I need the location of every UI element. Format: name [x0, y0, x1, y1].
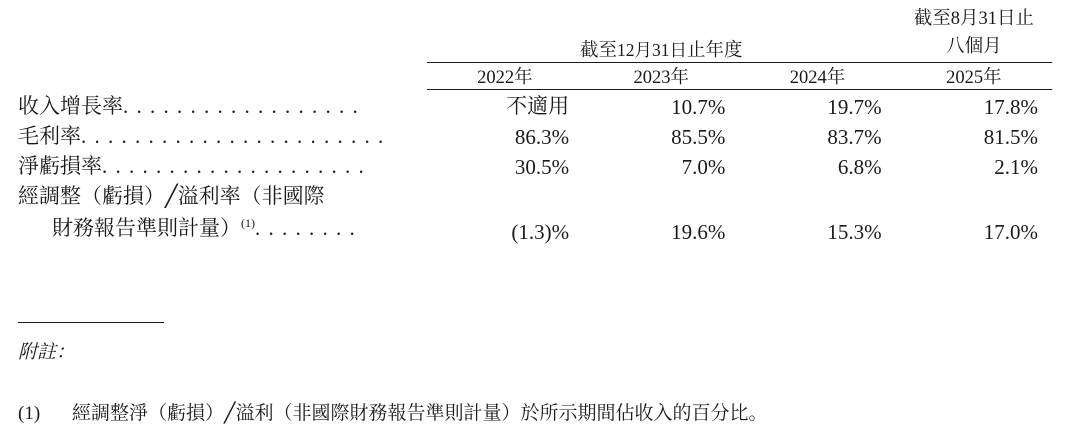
cell-gross-margin-2022: 86.3%	[514, 124, 570, 149]
row-label-text-line2: 財務報告準則計量）	[52, 216, 241, 241]
footnote-heading: 附註：	[18, 342, 76, 363]
cell-net-loss-margin-2024: 6.8%	[837, 154, 882, 179]
table-row	[18, 90, 1052, 120]
header-group-fy-prefix: 截至	[579, 40, 617, 61]
cell-adjusted-margin-2025: 17.0%	[983, 219, 1038, 244]
cell-net-loss-margin-2022: 30.5%	[514, 154, 570, 179]
header-group-eight-months-line2: 八個月	[946, 36, 1002, 57]
row-label-text-line1: 經調整（虧損）╱溢利率（非國際	[18, 183, 325, 208]
year-header-2022: 2022年	[477, 67, 533, 88]
row-label-text: 毛利率	[18, 123, 81, 148]
cell-revenue-growth-2025: 17.8%	[983, 94, 1038, 119]
header-group-eight-months	[896, 6, 1052, 62]
cell-gross-margin-2023: 85.5%	[671, 124, 726, 149]
table-row	[18, 150, 1052, 180]
header-group-row	[18, 6, 1052, 62]
header-group-fy-suffix: 止年度	[686, 40, 743, 61]
row-label-adjusted-margin	[18, 180, 427, 245]
footnote-marker: (1)	[18, 403, 41, 424]
row-label-line2-wrap	[18, 212, 427, 245]
year-header-2024: 2024年	[789, 67, 846, 88]
financial-ratios-table	[18, 6, 1052, 245]
table-row	[18, 180, 1052, 245]
year-header-2025: 2025年	[946, 67, 1002, 88]
cell-gross-margin-2025: 81.5%	[983, 124, 1038, 149]
row-label-superscript: (1)	[241, 216, 255, 231]
row-label-revenue-growth	[18, 90, 427, 120]
header-year-row	[18, 63, 1052, 89]
cell-revenue-growth-2024: 19.7%	[827, 94, 882, 119]
footnote-text: 經調整淨（虧損）╱溢利（非國際財務報告準則計量）於所示期間佔收入的百分比。	[72, 403, 768, 424]
row-label-text: 收入增長率	[18, 93, 123, 118]
cell-adjusted-margin-2022: (1.3)%	[511, 219, 570, 244]
header-group-eight-months-line1: 截至8月31日止	[913, 9, 1034, 29]
row-label-net-loss-margin	[18, 150, 427, 180]
cell-adjusted-margin-2023: 19.6%	[671, 219, 726, 244]
cell-net-loss-margin-2023: 7.0%	[681, 154, 726, 179]
row-label-text: 淨虧損率	[18, 153, 102, 178]
row-label-gross-margin	[18, 120, 427, 150]
row-leader-dots: . . . . . . . . . . . . . . . . . . . .	[102, 153, 366, 178]
header-spacer	[18, 6, 427, 62]
header-group-fy-digits: 12月31日	[616, 39, 687, 60]
row-leader-dots: . . . . . . . . . . . . . . . . . .	[123, 93, 360, 118]
year-header-2023: 2023年	[633, 67, 689, 88]
cell-revenue-growth-2022: 不適用	[506, 93, 570, 118]
cell-net-loss-margin-2025: 2.1%	[994, 154, 1038, 179]
cell-revenue-growth-2023: 10.7%	[671, 94, 726, 119]
cell-adjusted-margin-2024: 15.3%	[827, 219, 882, 244]
footnote-item	[18, 398, 767, 425]
table-row	[18, 120, 1052, 150]
year-spacer	[18, 63, 427, 89]
row-leader-dots: . . . . . . . .	[255, 216, 357, 241]
footnote-separator	[18, 322, 164, 323]
cell-gross-margin-2024: 83.7%	[827, 124, 882, 149]
row-leader-dots: . . . . . . . . . . . . . . . . . . . . . . .	[81, 123, 385, 148]
header-group-fy	[427, 6, 896, 62]
